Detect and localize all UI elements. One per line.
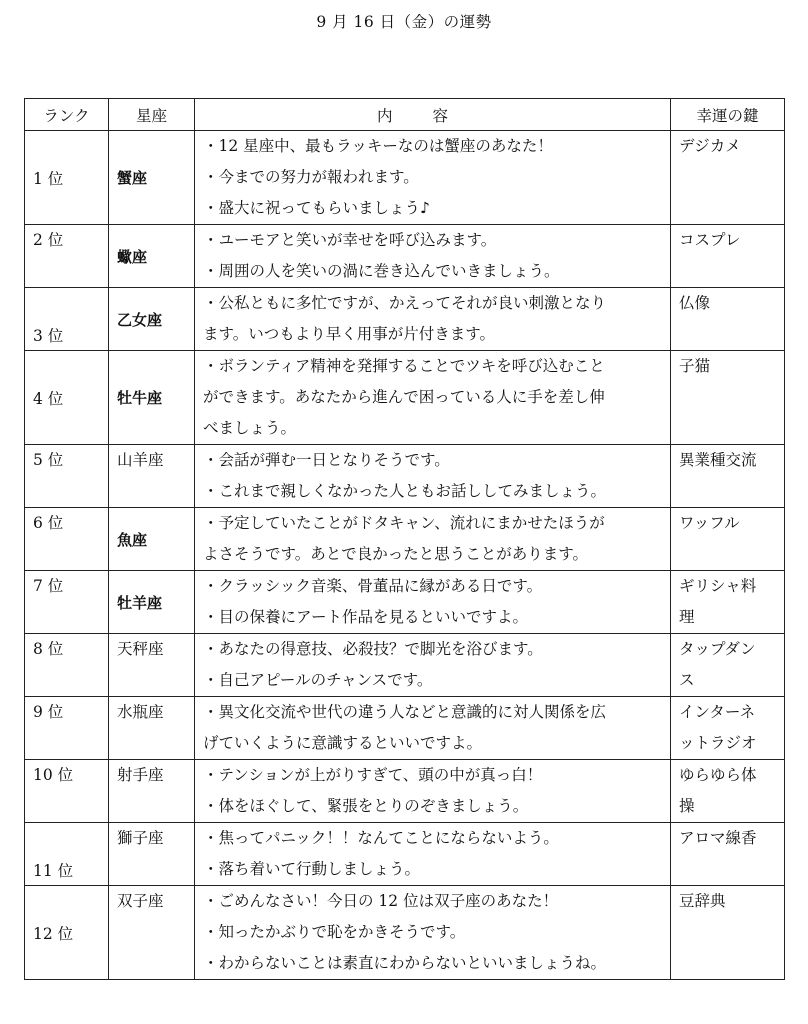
content-line: ・目の保養にアート作品を見るといいですよ。 — [203, 608, 529, 626]
rank-cell: 10 位 — [25, 760, 109, 823]
lucky-key-cell — [671, 571, 785, 634]
rank-cell: 5 位 — [25, 445, 109, 508]
lucky-key-line: インターネ — [679, 703, 756, 721]
content-cell — [195, 823, 671, 886]
lucky-key-line: アロマ線香 — [679, 829, 757, 847]
table-row — [25, 131, 785, 225]
content-line: ・ボランティア精神を発揮することでツキを呼び込むこと — [203, 357, 605, 375]
table-row — [25, 225, 785, 288]
content-line: べましょう。 — [203, 419, 297, 437]
content-line: ・異文化交流や世代の違う人などと意識的に対人関係を広 — [203, 703, 607, 721]
content-cell — [195, 225, 671, 288]
lucky-key-cell — [671, 131, 785, 225]
lucky-key-line: タップダン — [679, 640, 756, 658]
content-cell — [195, 760, 671, 823]
fortune-table — [24, 98, 785, 980]
sign-cell: 獅子座 — [109, 823, 195, 886]
rank-cell: 4 位 — [25, 351, 109, 445]
lucky-key-line: コスプレ — [679, 231, 741, 249]
sign-cell: 蠍座 — [109, 225, 195, 288]
content-line: ・知ったかぶりで恥をかきそうです。 — [203, 923, 466, 941]
rank-cell: 11 位 — [25, 823, 109, 886]
lucky-key-cell — [671, 823, 785, 886]
sign-cell: 射手座 — [109, 760, 195, 823]
table-header-row — [25, 99, 785, 131]
table-row — [25, 351, 785, 445]
content-line: ・盛大に祝ってもらいましょう♪ — [203, 199, 430, 217]
rank-cell: 6 位 — [25, 508, 109, 571]
table-row — [25, 288, 785, 351]
content-line: よさそうです。あとで良かったと思うことがあります。 — [203, 545, 589, 563]
lucky-key-line: ゆらゆら体 — [679, 766, 757, 784]
content-line: ・今までの努力が報われます。 — [203, 168, 419, 186]
sign-cell: 乙女座 — [109, 288, 195, 351]
content-line: ・これまで親しくなかった人ともお話ししてみましょう。 — [203, 482, 607, 500]
lucky-key-line: 仏像 — [679, 294, 711, 312]
sign-cell: 双子座 — [109, 886, 195, 980]
lucky-key-line: 理 — [679, 608, 695, 626]
page-title: 9 月 16 日（金）の運勢 — [316, 13, 492, 31]
lucky-key-line: ワッフル — [679, 514, 740, 532]
sign-cell: 牡牛座 — [109, 351, 195, 445]
lucky-key-cell — [671, 445, 785, 508]
content-line: ・体をほぐして、緊張をとりのぞきましょう。 — [203, 797, 529, 815]
content-line: ・焦ってパニック！！なんてことにならないよう。 — [203, 829, 559, 847]
lucky-key-cell — [671, 508, 785, 571]
table-row — [25, 445, 785, 508]
content-cell — [195, 445, 671, 508]
content-line: ・予定していたことがドタキャン、流れにまかせたほうが — [203, 514, 605, 532]
content-cell — [195, 571, 671, 634]
sign-cell: 水瓶座 — [109, 697, 195, 760]
content-line: ます。いつもより早く用事が片付きます。 — [203, 325, 496, 343]
content-line: ・わからないことは素直にわからないといいましょうね。 — [203, 954, 607, 972]
content-line: ・公私ともに多忙ですが、かえってそれが良い刺激となり — [203, 294, 607, 312]
rank-cell: 3 位 — [25, 288, 109, 351]
content-line: げていくように意識するといいですよ。 — [203, 734, 483, 752]
sign-cell: 天秤座 — [109, 634, 195, 697]
rank-cell: 12 位 — [25, 886, 109, 980]
content-line: ・テンションが上がりすぎて、頭の中が真っ白！ — [203, 766, 543, 784]
content-cell — [195, 131, 671, 225]
content-line: ・自己アピールのチャンスです。 — [203, 671, 433, 689]
lucky-key-line: ス — [679, 671, 695, 689]
content-line: ができます。あなたから進んで困っている人に手を差し伸 — [203, 388, 605, 406]
table-row — [25, 508, 785, 571]
table-row — [25, 823, 785, 886]
rank-cell: 9 位 — [25, 697, 109, 760]
content-line: ・周囲の人を笑いの渦に巻き込んでいきましょう。 — [203, 262, 560, 280]
sign-cell: 牡羊座 — [109, 571, 195, 634]
table-row — [25, 886, 785, 980]
rank-cell: 7 位 — [25, 571, 109, 634]
sign-cell: 山羊座 — [109, 445, 195, 508]
content-cell — [195, 697, 671, 760]
lucky-key-line: 異業種交流 — [679, 451, 757, 469]
content-line: ・クラッシック音楽、骨董品に縁がある日です。 — [203, 577, 543, 595]
table-row — [25, 634, 785, 697]
lucky-key-cell — [671, 288, 785, 351]
lucky-key-cell — [671, 760, 785, 823]
table-row — [25, 697, 785, 760]
lucky-key-cell — [671, 634, 785, 697]
content-line: ・会話が弾む一日となりそうです。 — [203, 451, 450, 469]
table-row — [25, 571, 785, 634]
content-cell — [195, 351, 671, 445]
content-line: ・あなたの得意技、必殺技？で脚光を浴びます。 — [203, 640, 543, 658]
rank-cell: 8 位 — [25, 634, 109, 697]
lucky-key-line: ットラジオ — [679, 734, 757, 752]
lucky-key-line: 子猫 — [679, 357, 711, 375]
content-cell — [195, 288, 671, 351]
table-row — [25, 760, 785, 823]
header-sign: 星座 — [109, 99, 195, 131]
content-cell — [195, 634, 671, 697]
lucky-key-line: 豆辞典 — [679, 892, 726, 910]
lucky-key-line: ギリシャ料 — [679, 577, 757, 595]
lucky-key-cell — [671, 351, 785, 445]
content-cell — [195, 886, 671, 980]
header-key: 幸運の鍵 — [671, 99, 785, 131]
sign-cell: 蟹座 — [109, 131, 195, 225]
lucky-key-line: 操 — [679, 797, 695, 815]
sign-cell: 魚座 — [109, 508, 195, 571]
lucky-key-line: デジカメ — [679, 137, 741, 155]
lucky-key-cell — [671, 697, 785, 760]
rank-cell: 1 位 — [25, 131, 109, 225]
content-line: ・落ち着いて行動しましょう。 — [203, 860, 421, 878]
header-rank: ランク — [25, 99, 109, 131]
content-line: ・ユーモアと笑いが幸せを呼び込みます。 — [203, 231, 497, 249]
content-line: ・ごめんなさい！今日の 12 位は双子座のあなた！ — [203, 892, 559, 910]
lucky-key-cell — [671, 225, 785, 288]
lucky-key-cell — [671, 886, 785, 980]
content-cell — [195, 508, 671, 571]
header-content: 内容 — [195, 99, 671, 131]
rank-cell: 2 位 — [25, 225, 109, 288]
content-line: ・12 星座中、最もラッキーなのは蟹座のあなた！ — [203, 137, 553, 155]
